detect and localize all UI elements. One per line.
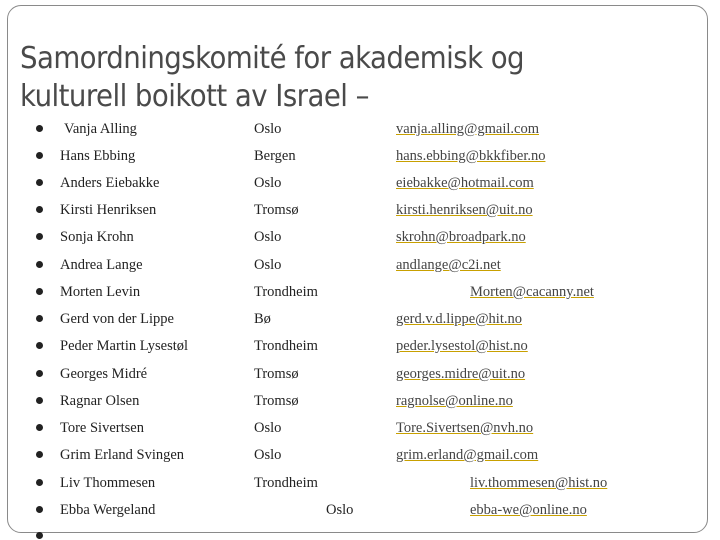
bullet-icon [36,233,43,240]
bullet-icon [36,479,43,486]
member-name: Peder Martin Lysestøl [60,338,189,354]
member-email-link[interactable]: ebba-we@online.no [470,502,587,518]
bullet-icon [36,451,43,458]
member-name: Ebba Wergeland [60,502,156,518]
member-name: Liv Thommesen [60,475,156,491]
bullet-icon [36,125,43,132]
bullet-icon [36,288,43,295]
member-email-link[interactable]: hans.ebbing@bkkfiber.no [396,148,546,164]
bullet-icon [36,179,43,186]
member-email-link[interactable]: grim.erland@gmail.com [396,447,539,463]
member-email-link[interactable]: liv.thommesen@hist.no [470,475,608,491]
member-city: Tromsø [254,366,299,382]
member-name: Kirsti Henriksen [60,202,157,218]
member-name: Grim Erland Svingen [60,447,185,463]
member-email-link[interactable]: skrohn@broadpark.no [396,229,526,245]
member-row [0,415,720,441]
member-name: Morten Levin [60,284,141,300]
bullet-icon [36,261,43,268]
member-row [0,279,720,305]
member-email-link[interactable]: vanja.alling@gmail.com [396,121,540,137]
bullet-icon [36,315,43,322]
bullet-icon [36,370,43,377]
member-row [0,252,720,278]
member-email-link[interactable]: eiebakke@hotmail.com [396,175,534,191]
title-line-1: Samordningskomité for akademisk og [20,41,525,76]
member-name: Ragnar Olsen [60,393,140,409]
member-email-link[interactable]: andlange@c2i.net [396,257,501,273]
member-city: Tromsø [254,202,299,218]
member-name: Anders Eiebakke [60,175,160,191]
member-name: Andrea Lange [60,257,143,273]
member-city: Trondheim [254,338,318,354]
member-row [0,170,720,196]
bullet-icon [36,206,43,213]
member-email-link[interactable]: peder.lysestol@hist.no [396,338,528,354]
member-city: Trondheim [254,284,318,300]
bullet-icon [36,532,43,539]
member-email-link[interactable]: Tore.Sivertsen@nvh.no [396,420,534,436]
member-row [0,470,720,496]
member-city: Tromsø [254,393,299,409]
member-row [0,143,720,169]
member-row [0,361,720,387]
bullet-icon [36,397,43,404]
member-email-link[interactable]: gerd.v.d.lippe@hit.no [396,311,522,327]
title-line-2: kulturell boikott av Israel – [20,79,369,114]
member-email-link[interactable]: kirsti.henriksen@uit.no [396,202,533,218]
member-name: Tore Sivertsen [60,420,144,436]
member-row [0,442,720,468]
member-city: Bø [254,311,271,327]
member-city: Oslo [254,420,282,436]
member-email-link[interactable]: Morten@cacanny.net [470,284,594,300]
member-email-link[interactable]: georges.midre@uit.no [396,366,526,382]
member-name: Georges Midré [60,366,148,382]
member-row [0,306,720,332]
bullet-icon [36,152,43,159]
member-row [0,497,720,523]
member-city: Oslo [254,257,282,273]
member-name: Sonja Krohn [60,229,134,245]
member-name: Vanja Alling [64,121,137,137]
member-email-link[interactable]: ragnolse@online.no [396,393,513,409]
member-city: Oslo [254,447,282,463]
member-city: Oslo [254,121,282,137]
member-row [0,388,720,414]
member-city: Oslo [254,229,282,245]
member-row [0,116,720,142]
member-row [0,197,720,223]
member-city: Trondheim [254,475,318,491]
member-row [0,224,720,250]
member-name: Hans Ebbing [60,148,136,164]
member-city: Bergen [254,148,296,164]
member-city: Oslo [326,502,354,518]
member-city: Oslo [254,175,282,191]
bullet-icon [36,342,43,349]
member-name: Gerd von der Lippe [60,311,174,327]
bullet-icon [36,424,43,431]
bullet-icon [36,506,43,513]
member-row [0,333,720,359]
